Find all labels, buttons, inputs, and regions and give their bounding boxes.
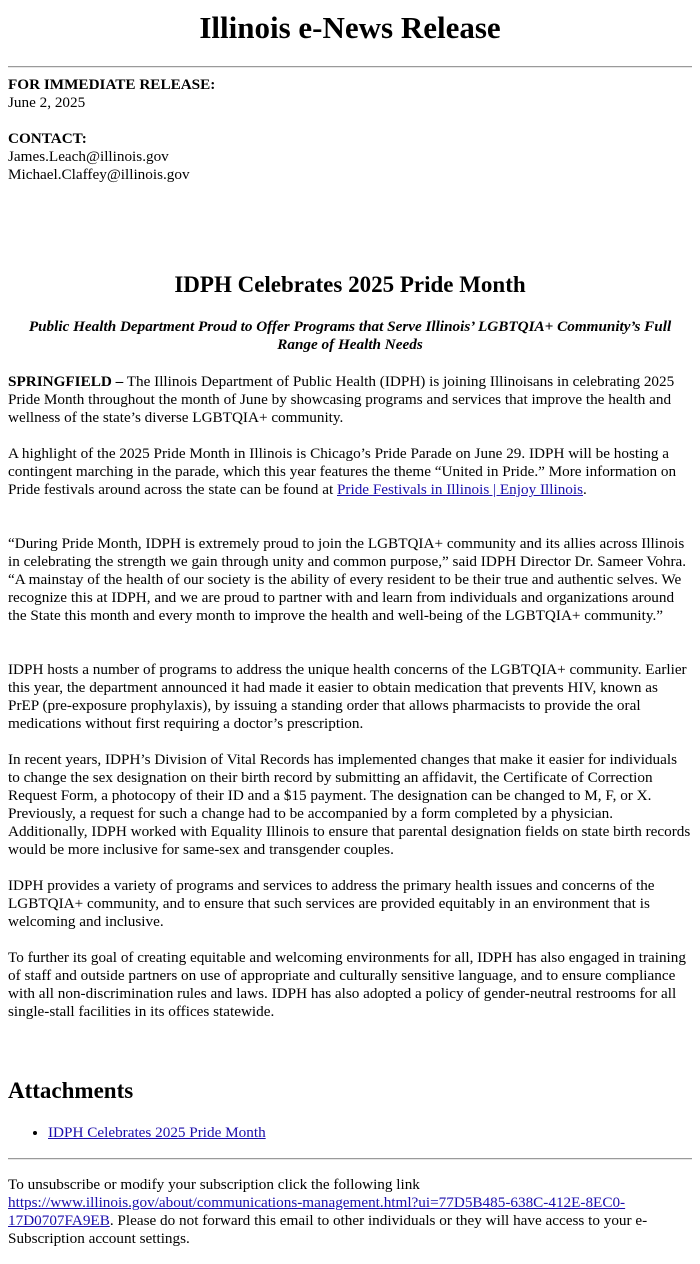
unsubscribe-link[interactable]: https://www.illinois.gov/about/communications-management.html?ui=77D5B485-638C-412E-8EC0-17D0707FA9EB [8, 1194, 626, 1229]
paragraph-2-text: A highlight of the 2025 Pride Month in Illinois is Chicago’s Pride Parade on June 29. IDPH will be hosting a contingent marching in the parade, which this year features the theme “United in Pride.” More information on Pride festivals around across the state can be found at [8, 445, 677, 498]
article-paragraph-7: To further its goal of creating equitable and welcoming environments for all, IDPH has also engaged in training of staff and outside partners on use of appropriate and culturally sensitive language, and to ensure compliance with all non-discrimination rules and laws. IDPH has also adopted a policy of gender-neutral restrooms for all single-stall facilities in its offices statewide. [8, 949, 686, 1020]
paragraph-2-end: . [583, 481, 587, 498]
contact-email: James.Leach@illinois.gov [8, 148, 169, 165]
release-date: June 2, 2025 [8, 94, 86, 111]
contact-label: CONTACT: [8, 130, 87, 147]
attachment-item [48, 1124, 700, 1142]
article-headline: IDPH Celebrates 2025 Pride Month [174, 272, 526, 297]
contact-info [8, 130, 692, 184]
masthead-title: Illinois e-News Release [199, 10, 501, 45]
article-paragraph-3: “During Pride Month, IDPH is extremely proud to join the LGBTQIA+ community and its allies across Illinois in celebrating the strength we gain through unity and common purpose,” said IDPH Director Dr. Sameer Vohra. “A mainstay of the health of our society is the ability of every resident to be their true and authentic selves. We recognize this at IDPH, and we are proud to partner with and learn from individuals and organizations around the State this month and every month to improve the health and well-being of the LGBTQIA+ community.” [8, 535, 687, 624]
article-paragraph-4: IDPH hosts a number of programs to address the unique health concerns of the LGBTQIA+ community. Earlier this year, the department announced it had made it easier to obtain medication that prevents HIV, known as PrEP (pre-exposure prophylaxis), by issuing a standing order that allows pharmacists to provide the oral medications without first requiring a doctor’s prescription. [8, 661, 687, 732]
release-info [8, 76, 692, 112]
paragraph-1-text: The Illinois Department of Public Health (IDPH) is joining Illinoisans in celebrating 2025 Pride Month throughout the month of June by showcasing programs and services that improve the health and wellness of the state’s diverse LGBTQIA+ community. [8, 373, 675, 426]
article-paragraph-5: In recent years, IDPH’s Division of Vital Records has implemented changes that make it easier for individuals to change the sex designation on their birth record by submitting an affidavit, the Certificate of Correction Request Form, a photocopy of their ID and a $15 payment. The designation can be changed to M, F, or X. Previously, a request for such a change had to be accompanied by a form completed by a physician. Additionally, IDPH worked with Equality Illinois to ensure that parental designation fields on state birth records would be more inclusive for same-sex and transgender couples. [8, 751, 691, 858]
unsubscribe-outro: . Please do not forward this email to other individuals or they will have access to your e-Subscription account settings. [8, 1212, 648, 1247]
article-subheadline: Public Health Department Proud to Offer Programs that Serve Illinois’ LGBTQIA+ Community’s Full Range of Health Needs [28, 318, 672, 353]
article-paragraph-2 [8, 445, 692, 499]
article-paragraph-6: IDPH provides a variety of programs and services to address the primary health issues and concerns of the LGBTQIA+ community, and to ensure that such services are provided equitably in an environment that is welcoming and inclusive. [8, 877, 655, 930]
footer-divider [8, 1158, 692, 1160]
top-divider [8, 66, 692, 68]
unsubscribe-notice [8, 1176, 692, 1248]
attachment-link[interactable]: IDPH Celebrates 2025 Pride Month [48, 1124, 266, 1141]
pride-festivals-link[interactable]: Pride Festivals in Illinois | Enjoy Illinois [336, 481, 584, 498]
unsubscribe-intro: To unsubscribe or modify your subscription click the following link [8, 1176, 420, 1193]
contact-email: Michael.Claffey@illinois.gov [8, 166, 190, 183]
attachments-heading: Attachments [8, 1078, 134, 1103]
attachments-list [8, 1124, 700, 1142]
dateline: SPRINGFIELD – [8, 373, 124, 390]
article-paragraph-1 [8, 373, 692, 427]
release-label: FOR IMMEDIATE RELEASE: [8, 76, 216, 93]
